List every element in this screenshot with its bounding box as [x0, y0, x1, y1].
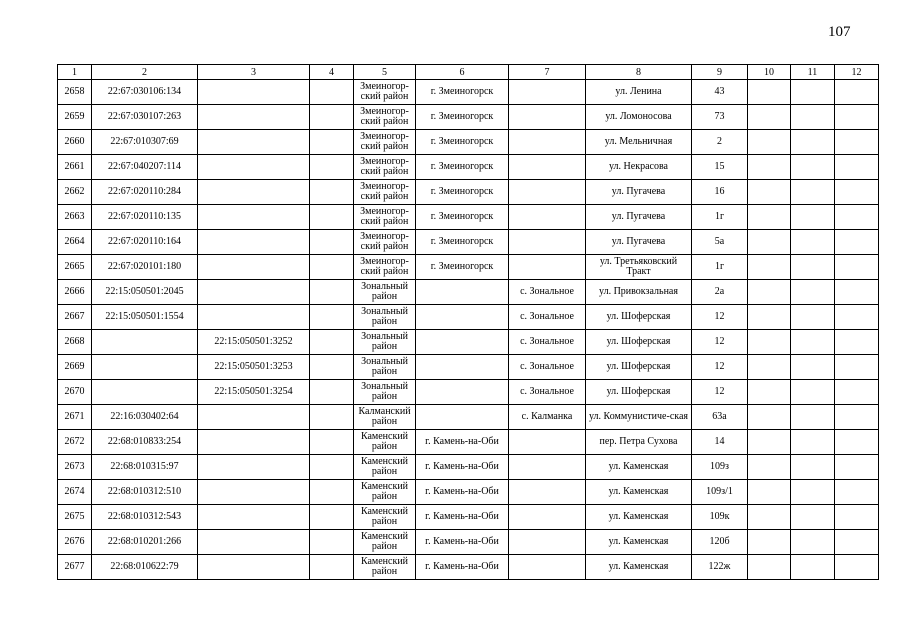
table-cell: Калманский район [354, 405, 416, 430]
table-row [58, 405, 879, 430]
header-row [58, 65, 879, 80]
table-cell [310, 330, 354, 355]
table-cell [198, 80, 310, 105]
table-cell: Зональный район [354, 330, 416, 355]
column-header: 6 [416, 65, 509, 80]
table-cell [310, 555, 354, 580]
table-cell [310, 380, 354, 405]
table-cell: 2664 [58, 230, 92, 255]
table-cell [198, 205, 310, 230]
table-cell [748, 480, 791, 505]
table-cell: 16 [692, 180, 748, 205]
table-cell [416, 280, 509, 305]
table-cell [310, 255, 354, 280]
column-header: 3 [198, 65, 310, 80]
table-cell [509, 530, 586, 555]
table-cell: Змеиногор-ский район [354, 105, 416, 130]
table-cell: Каменский район [354, 480, 416, 505]
table-cell [509, 130, 586, 155]
column-header: 7 [509, 65, 586, 80]
table-row [58, 80, 879, 105]
table-cell: 12 [692, 330, 748, 355]
table-cell: г. Змеиногорск [416, 105, 509, 130]
table-cell: Зональный район [354, 355, 416, 380]
table-cell [198, 155, 310, 180]
table-cell [835, 330, 879, 355]
table-cell: г. Камень-на-Оби [416, 505, 509, 530]
table-cell [416, 405, 509, 430]
table-cell [509, 230, 586, 255]
column-header: 5 [354, 65, 416, 80]
table-cell [416, 380, 509, 405]
table-row [58, 205, 879, 230]
table-cell [198, 105, 310, 130]
table-cell: 2672 [58, 430, 92, 455]
table-row [58, 155, 879, 180]
table-cell: 2675 [58, 505, 92, 530]
column-header: 1 [58, 65, 92, 80]
table-cell: 22:68:010833:254 [92, 430, 198, 455]
table-cell [791, 330, 835, 355]
table-cell [509, 205, 586, 230]
table-cell: 12 [692, 355, 748, 380]
table-cell [310, 205, 354, 230]
table-cell: 63а [692, 405, 748, 430]
table-cell: ул. Ленина [586, 80, 692, 105]
table-cell: 2а [692, 280, 748, 305]
table-row [58, 455, 879, 480]
table-cell: 122ж [692, 555, 748, 580]
table-row [58, 355, 879, 380]
table-cell: 22:15:050501:1554 [92, 305, 198, 330]
table-cell: 22:67:030107:263 [92, 105, 198, 130]
table-cell [748, 305, 791, 330]
table-cell: 109к [692, 505, 748, 530]
table-cell: Змеиногор-ский район [354, 155, 416, 180]
table-cell [835, 380, 879, 405]
table-cell [835, 280, 879, 305]
table-cell: ул. Каменская [586, 530, 692, 555]
table-cell [835, 155, 879, 180]
table-cell [416, 305, 509, 330]
table-cell: пер. Петра Сухова [586, 430, 692, 455]
table-cell: 109з/1 [692, 480, 748, 505]
table-cell: 2666 [58, 280, 92, 305]
table-cell [748, 255, 791, 280]
table-cell: 120б [692, 530, 748, 555]
table-cell: г. Змеиногорск [416, 130, 509, 155]
table-cell [310, 355, 354, 380]
table-cell [310, 230, 354, 255]
table-cell: с. Зональное [509, 355, 586, 380]
table-cell: 2671 [58, 405, 92, 430]
table-row [58, 430, 879, 455]
table-cell: г. Змеиногорск [416, 80, 509, 105]
table-cell: г. Камень-на-Оби [416, 555, 509, 580]
table-cell: 2674 [58, 480, 92, 505]
table-cell: с. Калманка [509, 405, 586, 430]
table-cell [310, 530, 354, 555]
column-header: 4 [310, 65, 354, 80]
table-cell: г. Камень-на-Оби [416, 430, 509, 455]
table-cell: 2673 [58, 455, 92, 480]
table-cell [509, 430, 586, 455]
table-cell [198, 505, 310, 530]
table-cell [509, 105, 586, 130]
table-cell [835, 405, 879, 430]
table-cell: 2658 [58, 80, 92, 105]
table-cell: ул. Пугачева [586, 180, 692, 205]
table-cell [310, 130, 354, 155]
table-cell: 43 [692, 80, 748, 105]
table-row [58, 230, 879, 255]
table-cell [791, 205, 835, 230]
table-cell [509, 155, 586, 180]
table-cell [416, 330, 509, 355]
table-cell [835, 180, 879, 205]
table-cell: Зональный район [354, 280, 416, 305]
table-cell: 2677 [58, 555, 92, 580]
table-cell: 2663 [58, 205, 92, 230]
table-cell [791, 405, 835, 430]
table-cell [509, 555, 586, 580]
table-cell: ул. Шоферская [586, 355, 692, 380]
table-cell: г. Змеиногорск [416, 230, 509, 255]
table-cell [509, 255, 586, 280]
table-cell [198, 430, 310, 455]
table-cell: 22:67:020110:164 [92, 230, 198, 255]
table-cell [310, 105, 354, 130]
table-cell [748, 505, 791, 530]
table-cell: ул. Шоферская [586, 330, 692, 355]
table-cell: ул. Каменская [586, 555, 692, 580]
table-cell: 22:68:010201:266 [92, 530, 198, 555]
table-cell: Каменский район [354, 505, 416, 530]
table-cell [310, 280, 354, 305]
table-cell [791, 155, 835, 180]
table-cell: Змеиногор-ский район [354, 130, 416, 155]
table-cell: с. Зональное [509, 380, 586, 405]
table-cell: 22:15:050501:3252 [198, 330, 310, 355]
table-cell: г. Змеиногорск [416, 205, 509, 230]
table-cell [310, 180, 354, 205]
table-cell: 2669 [58, 355, 92, 380]
table-cell [748, 405, 791, 430]
table-cell [748, 355, 791, 380]
table-cell: г. Змеиногорск [416, 155, 509, 180]
table-cell: 22:67:040207:114 [92, 155, 198, 180]
table-cell: ул. Каменская [586, 480, 692, 505]
table-cell: ул. Третьяковский Тракт [586, 255, 692, 280]
table-cell [748, 555, 791, 580]
table-row [58, 105, 879, 130]
table-cell: с. Зональное [509, 305, 586, 330]
table-cell [310, 405, 354, 430]
table-cell [92, 330, 198, 355]
table-cell [835, 130, 879, 155]
table-cell [835, 230, 879, 255]
column-header: 11 [791, 65, 835, 80]
column-header: 2 [92, 65, 198, 80]
table-cell: 15 [692, 155, 748, 180]
table-cell: 2661 [58, 155, 92, 180]
table-cell: 2660 [58, 130, 92, 155]
table-row [58, 180, 879, 205]
table-cell: ул. Привокзальная [586, 280, 692, 305]
table-cell: ул. Коммунистиче-ская [586, 405, 692, 430]
table-cell: Змеиногор-ский район [354, 205, 416, 230]
table-cell [198, 180, 310, 205]
table-cell: 2668 [58, 330, 92, 355]
table-cell: 22:68:010312:543 [92, 505, 198, 530]
table-cell [791, 530, 835, 555]
table-cell: Каменский район [354, 530, 416, 555]
table-cell [198, 455, 310, 480]
table-cell: 2662 [58, 180, 92, 205]
registry-table [57, 64, 879, 580]
table-cell: г. Змеиногорск [416, 180, 509, 205]
table-row [58, 255, 879, 280]
column-header: 10 [748, 65, 791, 80]
table-cell: 73 [692, 105, 748, 130]
table-cell [835, 530, 879, 555]
table-cell: 1г [692, 205, 748, 230]
table-cell: 22:67:020110:135 [92, 205, 198, 230]
table-cell [310, 480, 354, 505]
table-body [58, 80, 879, 580]
table-row [58, 380, 879, 405]
table-cell [791, 455, 835, 480]
table-cell [835, 80, 879, 105]
table-cell [198, 405, 310, 430]
table-cell: Змеиногор-ский район [354, 255, 416, 280]
table-cell: г. Змеиногорск [416, 255, 509, 280]
table-cell: Змеиногор-ский район [354, 180, 416, 205]
table-cell: 2676 [58, 530, 92, 555]
table-cell [748, 155, 791, 180]
column-header: 12 [835, 65, 879, 80]
table-cell [509, 180, 586, 205]
table-cell [748, 455, 791, 480]
table-cell [791, 555, 835, 580]
table-cell [835, 430, 879, 455]
table-cell [748, 280, 791, 305]
table-cell [748, 430, 791, 455]
table-row [58, 130, 879, 155]
table-cell [835, 505, 879, 530]
table-cell [835, 105, 879, 130]
table-cell [791, 105, 835, 130]
column-header: 9 [692, 65, 748, 80]
page-number: 107 [828, 24, 851, 40]
table-row [58, 530, 879, 555]
table-cell [92, 355, 198, 380]
table-cell: 22:67:030106:134 [92, 80, 198, 105]
table-cell: 22:15:050501:2045 [92, 280, 198, 305]
table-cell [310, 80, 354, 105]
table-row [58, 555, 879, 580]
table-cell: 22:15:050501:3254 [198, 380, 310, 405]
table-cell: 2667 [58, 305, 92, 330]
table-cell: Каменский район [354, 430, 416, 455]
table-cell: ул. Шоферская [586, 305, 692, 330]
table-cell: ул. Каменская [586, 505, 692, 530]
table-cell [198, 130, 310, 155]
table-cell: 2659 [58, 105, 92, 130]
table-row [58, 280, 879, 305]
table-cell: 22:68:010315:97 [92, 455, 198, 480]
table-cell [835, 355, 879, 380]
table-cell: 22:67:020101:180 [92, 255, 198, 280]
table-cell [310, 155, 354, 180]
table-cell: ул. Шоферская [586, 380, 692, 405]
table-cell [509, 80, 586, 105]
table-cell: 1г [692, 255, 748, 280]
table-cell: 14 [692, 430, 748, 455]
table-cell: 12 [692, 305, 748, 330]
table-cell: ул. Некрасова [586, 155, 692, 180]
table-cell [310, 505, 354, 530]
table-cell: 22:16:030402:64 [92, 405, 198, 430]
table-cell [198, 255, 310, 280]
table-cell [791, 255, 835, 280]
table-cell: Каменский район [354, 455, 416, 480]
table-cell [791, 480, 835, 505]
table-row [58, 330, 879, 355]
table-cell [791, 80, 835, 105]
table-row [58, 305, 879, 330]
table-cell: ул. Мельничная [586, 130, 692, 155]
table-cell [791, 305, 835, 330]
table-row [58, 480, 879, 505]
table-cell [198, 230, 310, 255]
table-cell: 2 [692, 130, 748, 155]
table-cell [748, 180, 791, 205]
table-cell: 22:67:020110:284 [92, 180, 198, 205]
table-cell [748, 80, 791, 105]
table-cell: 2665 [58, 255, 92, 280]
table-cell [509, 505, 586, 530]
table-cell [748, 205, 791, 230]
table-cell [791, 280, 835, 305]
table-cell [791, 230, 835, 255]
table-cell [92, 380, 198, 405]
table-cell [416, 355, 509, 380]
table-cell: 22:68:010622:79 [92, 555, 198, 580]
table-cell: ул. Пугачева [586, 230, 692, 255]
table-cell [835, 255, 879, 280]
table-cell [748, 530, 791, 555]
table-cell: с. Зональное [509, 280, 586, 305]
table-cell [835, 555, 879, 580]
table-cell: г. Камень-на-Оби [416, 480, 509, 505]
table-cell [791, 130, 835, 155]
table-cell: г. Камень-на-Оби [416, 455, 509, 480]
table-cell [748, 130, 791, 155]
table-cell: Каменский район [354, 555, 416, 580]
table-cell [835, 205, 879, 230]
table-cell [198, 555, 310, 580]
table-cell: Змеиногор-ский район [354, 230, 416, 255]
table-cell [748, 380, 791, 405]
table-cell: ул. Пугачева [586, 205, 692, 230]
table-cell: ул. Ломоносова [586, 105, 692, 130]
table-cell: 22:67:010307:69 [92, 130, 198, 155]
table-cell: 2670 [58, 380, 92, 405]
table-cell: 22:15:050501:3253 [198, 355, 310, 380]
table-cell [748, 330, 791, 355]
table-cell: Змеиногор-ский район [354, 80, 416, 105]
table-row [58, 505, 879, 530]
table-cell [748, 230, 791, 255]
table-cell [509, 455, 586, 480]
table-cell [791, 505, 835, 530]
table-cell: Зональный район [354, 380, 416, 405]
table-cell [310, 455, 354, 480]
table-cell [791, 180, 835, 205]
table-cell [310, 430, 354, 455]
table-cell [835, 305, 879, 330]
table-cell [791, 430, 835, 455]
table-cell [310, 305, 354, 330]
table-cell [791, 355, 835, 380]
table-cell [791, 380, 835, 405]
table-cell [835, 480, 879, 505]
table-cell [748, 105, 791, 130]
table-cell [835, 455, 879, 480]
table-cell: г. Камень-на-Оби [416, 530, 509, 555]
table-cell [198, 480, 310, 505]
table-cell: 109з [692, 455, 748, 480]
table-cell: 5а [692, 230, 748, 255]
column-header: 8 [586, 65, 692, 80]
table-cell: с. Зональное [509, 330, 586, 355]
table-cell [198, 530, 310, 555]
table-cell [509, 480, 586, 505]
table-cell: 12 [692, 380, 748, 405]
table-cell: 22:68:010312:510 [92, 480, 198, 505]
table-cell [198, 305, 310, 330]
table-cell: ул. Каменская [586, 455, 692, 480]
table-cell [198, 280, 310, 305]
table-cell: Зональный район [354, 305, 416, 330]
